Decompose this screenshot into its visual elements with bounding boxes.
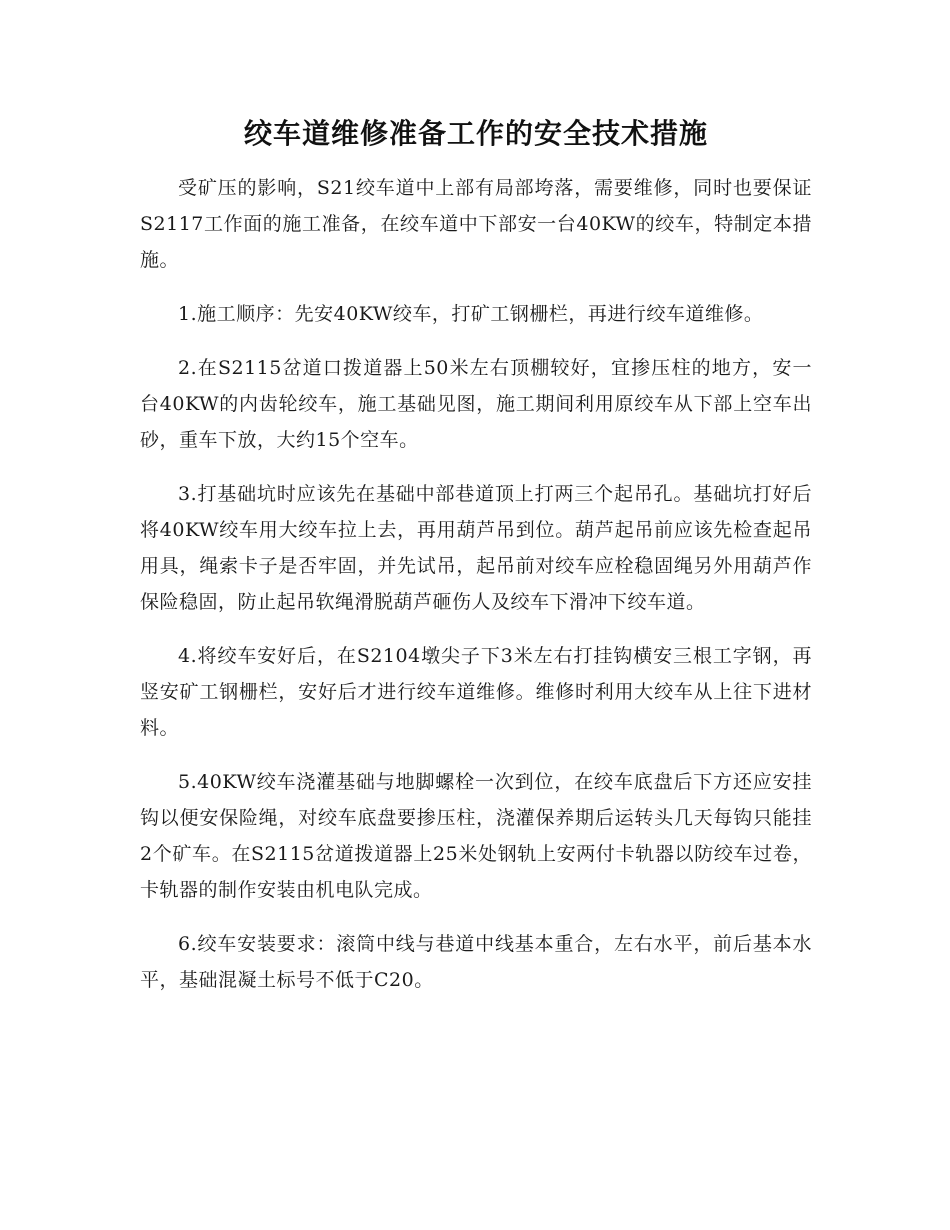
intro-paragraph: 受矿压的影响，S21绞车道中上部有局部垮落，需要维修，同时也要保证S2117工作面的施工准备，在绞车道中下部安一台40KW的绞车，特制定本措施。: [140, 177, 812, 271]
document-page: [140, 112, 812, 1016]
item-6-paragraph: 6.绞车安装要求：滚筒中线与巷道中线基本重合，左右水平，前后基本水平，基础混凝土标号不低于C20。: [140, 933, 812, 991]
item-2-paragraph: 2.在S2115岔道口拨道器上50米左右顶棚较好，宜掺压柱的地方，安一台40KW的内齿轮绞车，施工基础见图，施工期间利用原绞车从下部上空车出砂，重车下放，大约15个空车。: [140, 357, 812, 451]
item-1-paragraph: 1.施工顺序：先安40KW绞车，打矿工钢栅栏，再进行绞车道维修。: [178, 303, 764, 325]
document-title: 绞车道维修准备工作的安全技术措施: [243, 117, 708, 150]
item-3-paragraph: 3.打基础坑时应该先在基础中部巷道顶上打两三个起吊孔。基础坑打好后将40KW绞车用大绞车拉上去，再用葫芦吊到位。葫芦起吊前应该先检查起吊用具，绳索卡子是否牢固，并先试吊，起吊前对绞车应栓稳固绳另外用葫芦作保险稳固，防止起吊软绳滑脱葫芦砸伤人及绞车下滑冲下绞车道。: [140, 483, 812, 613]
item-5-paragraph: 5.40KW绞车浇灌基础与地脚螺栓一次到位，在绞车底盘后下方还应安挂钩以便安保险绳，对绞车底盘要掺压柱，浇灌保养期后运转头几天每钩只能挂2个矿车。在S2115岔道拨道器上25米处钢轨上安两付卡轨器以防绞车过卷，卡轨器的制作安装由机电队完成。: [140, 771, 812, 901]
item-4-paragraph: 4.将绞车安好后，在S2104墩尖子下3米左右打挂钩横安三根工字钢，再竖安矿工钢栅栏，安好后才进行绞车道维修。维修时利用大绞车从上往下进材料。: [140, 645, 812, 739]
